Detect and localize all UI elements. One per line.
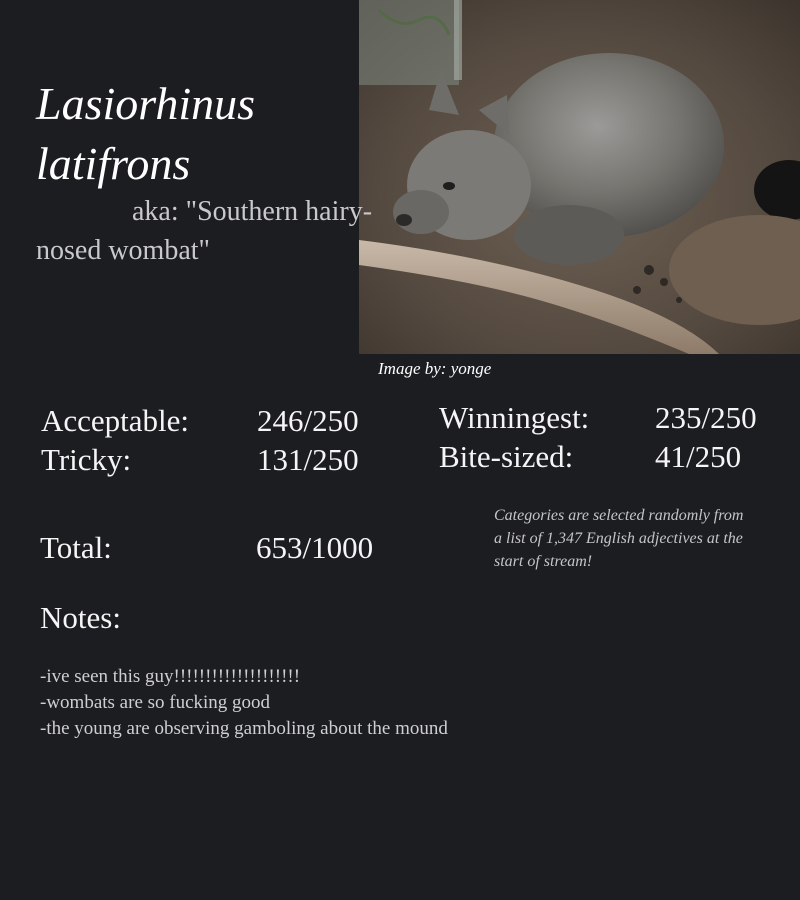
notes-heading: Notes: [40, 600, 121, 635]
notes-list [40, 664, 448, 742]
score-winningest-value: 235/250 [655, 400, 757, 435]
list-item: -wombats are so fucking good [40, 692, 271, 713]
image-credit: Image by: yonge [378, 359, 492, 378]
score-tricky-value: 131/250 [257, 442, 359, 477]
score-winningest-label: Winningest: [439, 400, 590, 435]
score-total-label: Total: [40, 530, 112, 565]
score-acceptable-value: 246/250 [257, 403, 359, 438]
score-acceptable-label: Acceptable: [41, 403, 190, 438]
common-name: aka: "Southern hairy-nosed wombat" [36, 196, 373, 266]
score-bite-sized-label: Bite-sized: [439, 439, 574, 474]
wombat-photo [359, 0, 800, 354]
score-tricky-label: Tricky: [41, 442, 132, 477]
categories-note: Categories are selected randomly from a list of 1,347 English adjectives at the start of stream! [494, 507, 744, 570]
score-bite-sized-value: 41/250 [655, 439, 742, 474]
species-title-line2: latifrons [36, 138, 191, 189]
score-total-value: 653/1000 [256, 530, 374, 565]
list-item: -ive seen this guy!!!!!!!!!!!!!!!!!!!! [40, 666, 301, 687]
list-item: -the young are observing gamboling about the mound [40, 718, 448, 739]
species-title-line1: Lasiorhinus [36, 78, 256, 129]
species-title [36, 74, 356, 194]
